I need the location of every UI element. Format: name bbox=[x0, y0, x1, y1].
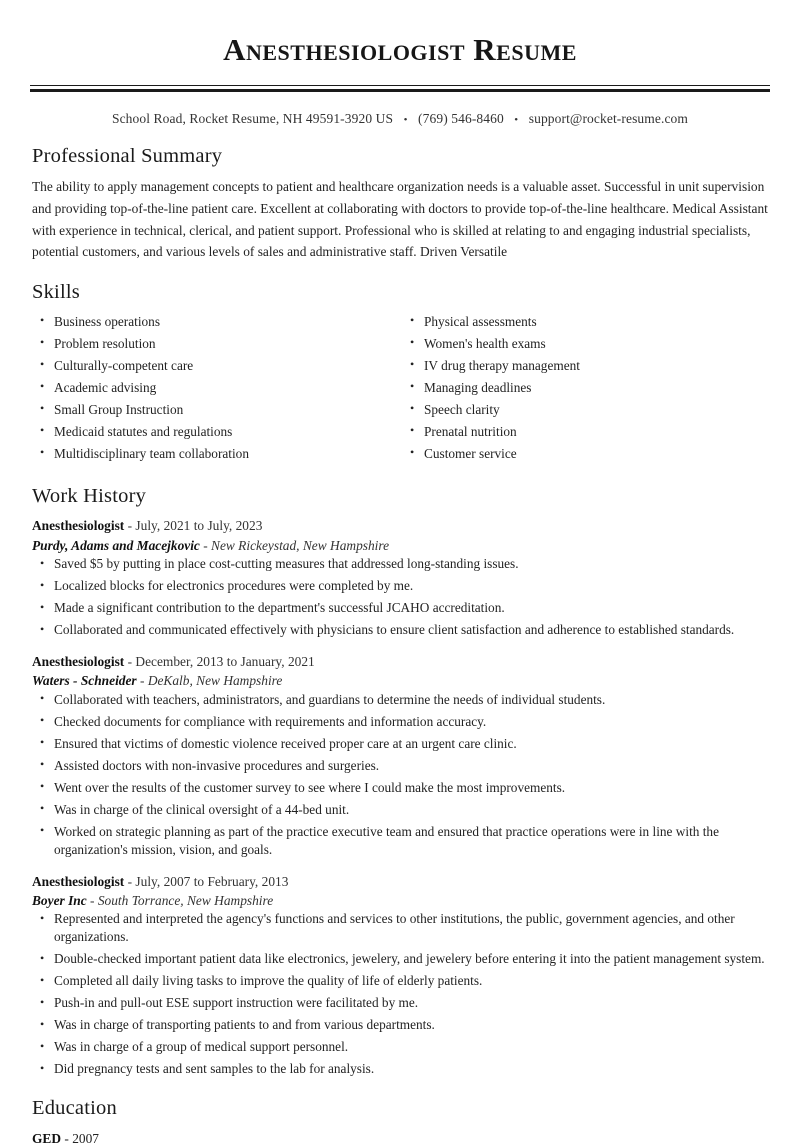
list-item: • Checked documents for compliance with requirements and information accuracy. bbox=[30, 713, 770, 731]
list-item: • Collaborated with teachers, administrators, and guardians to determine the needs of individual students. bbox=[30, 691, 770, 709]
resume-header bbox=[30, 0, 770, 127]
list-item: • Academic advising bbox=[30, 379, 400, 397]
job-title-dash: - bbox=[124, 518, 136, 534]
job-title: Anesthesiologist bbox=[32, 518, 125, 534]
summary-text: The ability to apply management concepts to patient and healthcare organization needs is a valuable asset. Successful in unit supervision and providing top-of-the-line patient care. Excellent at collaborating with doctors to provide top-of-the-line healthcare. Medical Assistant with experience in technical, clerical, and patient support. Professional who is skilled at relating to and engaging industrial specialists, potential customers, and various levels of sales and administrative staff. Driven Versatile bbox=[32, 179, 768, 260]
list-item: • Localized blocks for electronics procedures were completed by me. bbox=[30, 577, 770, 595]
job-title-line bbox=[32, 516, 770, 535]
work-history-list bbox=[30, 516, 770, 1078]
job-title-dash: - bbox=[124, 654, 136, 670]
skills-list-right bbox=[400, 313, 770, 463]
list-item: • Customer service bbox=[400, 445, 770, 463]
list-item: • Business operations bbox=[30, 313, 400, 331]
list-item: • Completed all daily living tasks to improve the quality of life of elderly patients. bbox=[30, 972, 770, 990]
job-company: Waters - Schneider bbox=[32, 673, 137, 689]
list-item: • Worked on strategic planning as part of the practice executive team and ensured that practice operations were in line with the organization's mission, vision, and goals. bbox=[30, 823, 770, 859]
list-item: • Collaborated and communicated effectively with physicians to ensure client satisfaction and adherence to established standards. bbox=[30, 621, 770, 639]
contact-separator-2: • bbox=[514, 113, 519, 126]
job-bullets-list bbox=[30, 555, 770, 639]
job-company-line bbox=[32, 536, 770, 555]
skills-columns bbox=[30, 313, 770, 467]
list-item: • Push-in and pull-out ESE support instruction were facilitated by me. bbox=[30, 994, 770, 1012]
section-professional-summary bbox=[30, 144, 770, 263]
list-item: • Women's health exams bbox=[400, 335, 770, 353]
job-company-dash: - bbox=[199, 537, 212, 553]
job-company: Boyer Inc bbox=[32, 892, 87, 908]
job-location: New Rickeystad, New Hampshire bbox=[211, 537, 390, 553]
education-entry bbox=[32, 1129, 770, 1148]
list-item: • Was in charge of a group of medical support personnel. bbox=[30, 1038, 770, 1056]
job-location: South Torrance, New Hampshire bbox=[97, 892, 274, 908]
job-company: Purdy, Adams and Macejkovic bbox=[32, 537, 200, 553]
list-item: • Saved $5 by putting in place cost-cutting measures that addressed long-standing issues. bbox=[30, 555, 770, 573]
job-dates: July, 2007 to February, 2013 bbox=[135, 873, 289, 889]
job-bullets-list bbox=[30, 691, 770, 859]
list-item: • IV drug therapy management bbox=[400, 357, 770, 375]
contact-line bbox=[30, 111, 770, 127]
job-title-line bbox=[32, 652, 770, 671]
list-item: • Represented and interpreted the agency's functions and services to other institutions, the public, government agencies, and other organizations. bbox=[30, 910, 770, 946]
list-item: • Problem resolution bbox=[30, 335, 400, 353]
job-title-line bbox=[32, 872, 770, 891]
job-company-dash: - bbox=[86, 892, 98, 908]
job-company-dash: - bbox=[136, 673, 148, 689]
contact-email[interactable]: support@rocket-resume.com bbox=[528, 110, 688, 126]
list-item: • Was in charge of transporting patients to and from various departments. bbox=[30, 1016, 770, 1034]
work-history-entry bbox=[30, 516, 770, 639]
section-heading-summary: Professional Summary bbox=[32, 144, 223, 167]
list-item: • Assisted doctors with non-invasive procedures and surgeries. bbox=[30, 757, 770, 775]
contact-separator-1: • bbox=[403, 113, 408, 126]
divider-line-thick bbox=[30, 89, 770, 92]
list-item: • Double-checked important patient data like electronics, jewelery, and jewelery before entering it into the patient management system. bbox=[30, 950, 770, 968]
job-dates: July, 2021 to July, 2023 bbox=[135, 518, 263, 534]
list-item: • Made a significant contribution to the department's successful JCAHO accreditation. bbox=[30, 599, 770, 617]
list-item: • Did pregnancy tests and sent samples to the lab for analysis. bbox=[30, 1060, 770, 1078]
contact-address: School Road, Rocket Resume, NH 49591-3920 US bbox=[111, 110, 394, 126]
education-list bbox=[30, 1129, 770, 1148]
job-location: DeKalb, New Hampshire bbox=[147, 673, 283, 689]
list-item: • Was in charge of the clinical oversight of a 44-bed unit. bbox=[30, 801, 770, 819]
list-item: • Managing deadlines bbox=[400, 379, 770, 397]
page-title: Anesthesiologist Resume bbox=[223, 32, 577, 67]
list-item: • Small Group Instruction bbox=[30, 401, 400, 419]
section-heading-education: Education bbox=[32, 1097, 117, 1120]
section-heading-skills: Skills bbox=[32, 281, 80, 304]
section-education bbox=[30, 1096, 770, 1148]
list-item: • Culturally-competent care bbox=[30, 357, 400, 375]
job-title-dash: - bbox=[124, 873, 136, 889]
job-bullets-list bbox=[30, 910, 770, 1078]
section-heading-work-history: Work History bbox=[32, 484, 147, 507]
job-title: Anesthesiologist bbox=[32, 873, 125, 889]
job-dates: December, 2013 to January, 2021 bbox=[135, 654, 315, 670]
list-item: • Went over the results of the customer survey to see where I could make the most improvements. bbox=[30, 779, 770, 797]
job-company-line bbox=[32, 671, 770, 690]
skills-list-left bbox=[30, 313, 400, 463]
list-item: • Medicaid statutes and regulations bbox=[30, 423, 400, 441]
list-item: • Multidisciplinary team collaboration bbox=[30, 445, 400, 463]
work-history-entry bbox=[30, 652, 770, 859]
header-divider bbox=[30, 85, 770, 92]
skills-column-right bbox=[400, 313, 770, 467]
list-item: • Prenatal nutrition bbox=[400, 423, 770, 441]
contact-phone[interactable]: (769) 546-8460 bbox=[418, 110, 504, 126]
work-history-entry bbox=[30, 872, 770, 1079]
job-title: Anesthesiologist bbox=[32, 654, 125, 670]
section-skills bbox=[30, 280, 770, 467]
section-work-history bbox=[30, 484, 770, 1078]
list-item: • Physical assessments bbox=[400, 313, 770, 331]
skills-column-left bbox=[30, 313, 400, 467]
list-item: • Ensured that victims of domestic violence received proper care at an urgent care clinic. bbox=[30, 735, 770, 753]
education-degree: GED bbox=[32, 1130, 62, 1146]
job-company-line bbox=[32, 891, 770, 910]
list-item: • Speech clarity bbox=[400, 401, 770, 419]
education-dash: - bbox=[61, 1130, 73, 1146]
education-year: 2007 bbox=[72, 1130, 99, 1146]
